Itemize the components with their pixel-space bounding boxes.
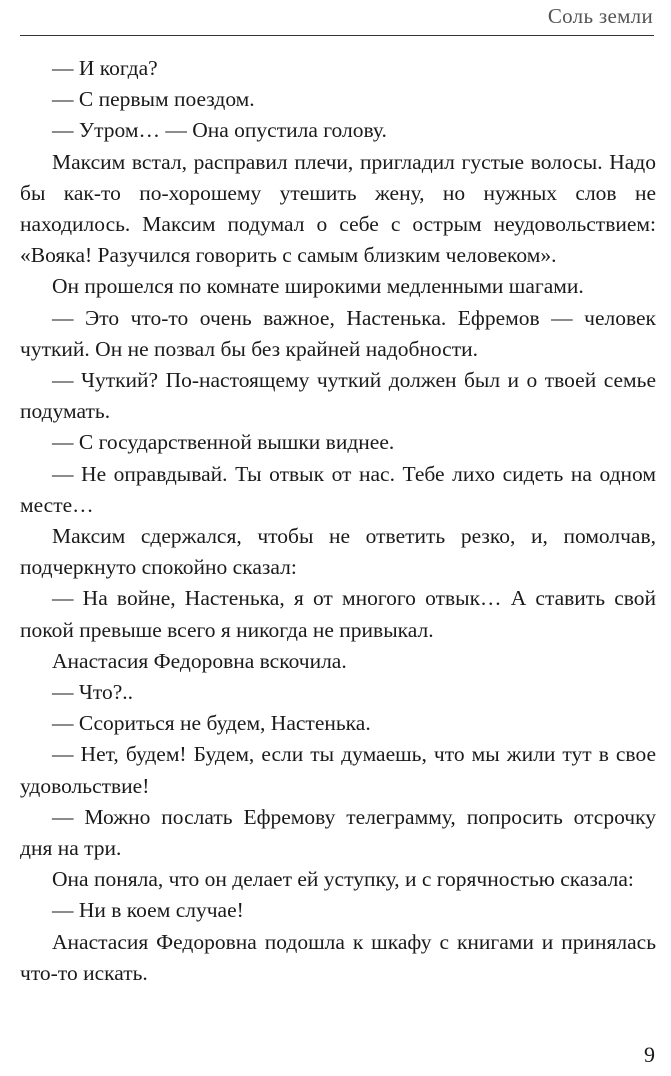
paragraph: Максим встал, расправил плечи, пригладил густые волосы. Надо бы как-то по-хорошему утешить жену, но нужных слов не находилось. Максим подумал о себе с острым неудовольствием: «Вояка! Разучился говорить с самым близким человеком». xyxy=(20,149,656,268)
page-number: 9 xyxy=(644,1042,655,1067)
paragraph: Максим сдержался, чтобы не ответить резко, и, помолчав, подчеркнуто спокойно сказал: xyxy=(20,524,656,580)
running-title: Соль земли xyxy=(547,4,653,28)
paragraph: Она поняла, что он делает ей уступку, и с горячностью сказала: xyxy=(52,867,634,892)
paragraph: — И когда? xyxy=(52,56,158,80)
paragraph: — На войне, Настенька, я от многого отвык… А ставить свой покой превыше всего я никогда не привыкал. xyxy=(20,586,656,642)
paragraph: Анастасия Федоровна подошла к шкафу с книгами и принялась что-то искать. xyxy=(20,929,656,985)
paragraph: — С первым поездом. xyxy=(52,87,255,112)
paragraph: — Утром… — Она опустила голову. xyxy=(52,118,387,143)
paragraph: — Ссориться не будем, Настенька. xyxy=(52,711,371,736)
header-rule xyxy=(20,35,654,36)
paragraph: — Это что-то очень важное, Настенька. Ефремов — человек чуткий. Он не позвал бы без крайней надобности. xyxy=(20,305,656,361)
paragraph: — С государственной вышки виднее. xyxy=(52,430,395,455)
paragraph: — Можно послать Ефремову телеграмму, попросить отсрочку дня на три. xyxy=(20,804,656,861)
paragraph: — Что?.. xyxy=(52,680,134,705)
paragraph: — Не оправдывай. Ты отвык от нас. Тебе лихо сидеть на одном месте… xyxy=(20,461,656,517)
paragraph: Анастасия Федоровна вскочила. xyxy=(52,648,347,673)
body-text xyxy=(20,53,656,989)
paragraph: — Ни в коем случае! xyxy=(52,898,244,923)
paragraph: Он прошелся по комнате широкими медленными шагами. xyxy=(52,274,584,299)
paragraph: — Чуткий? По-настоящему чуткий должен был и о твоей семье подумать. xyxy=(20,368,656,424)
paragraph: — Нет, будем! Будем, если ты думаешь, что мы жили тут в свое удовольствие! xyxy=(20,742,656,798)
